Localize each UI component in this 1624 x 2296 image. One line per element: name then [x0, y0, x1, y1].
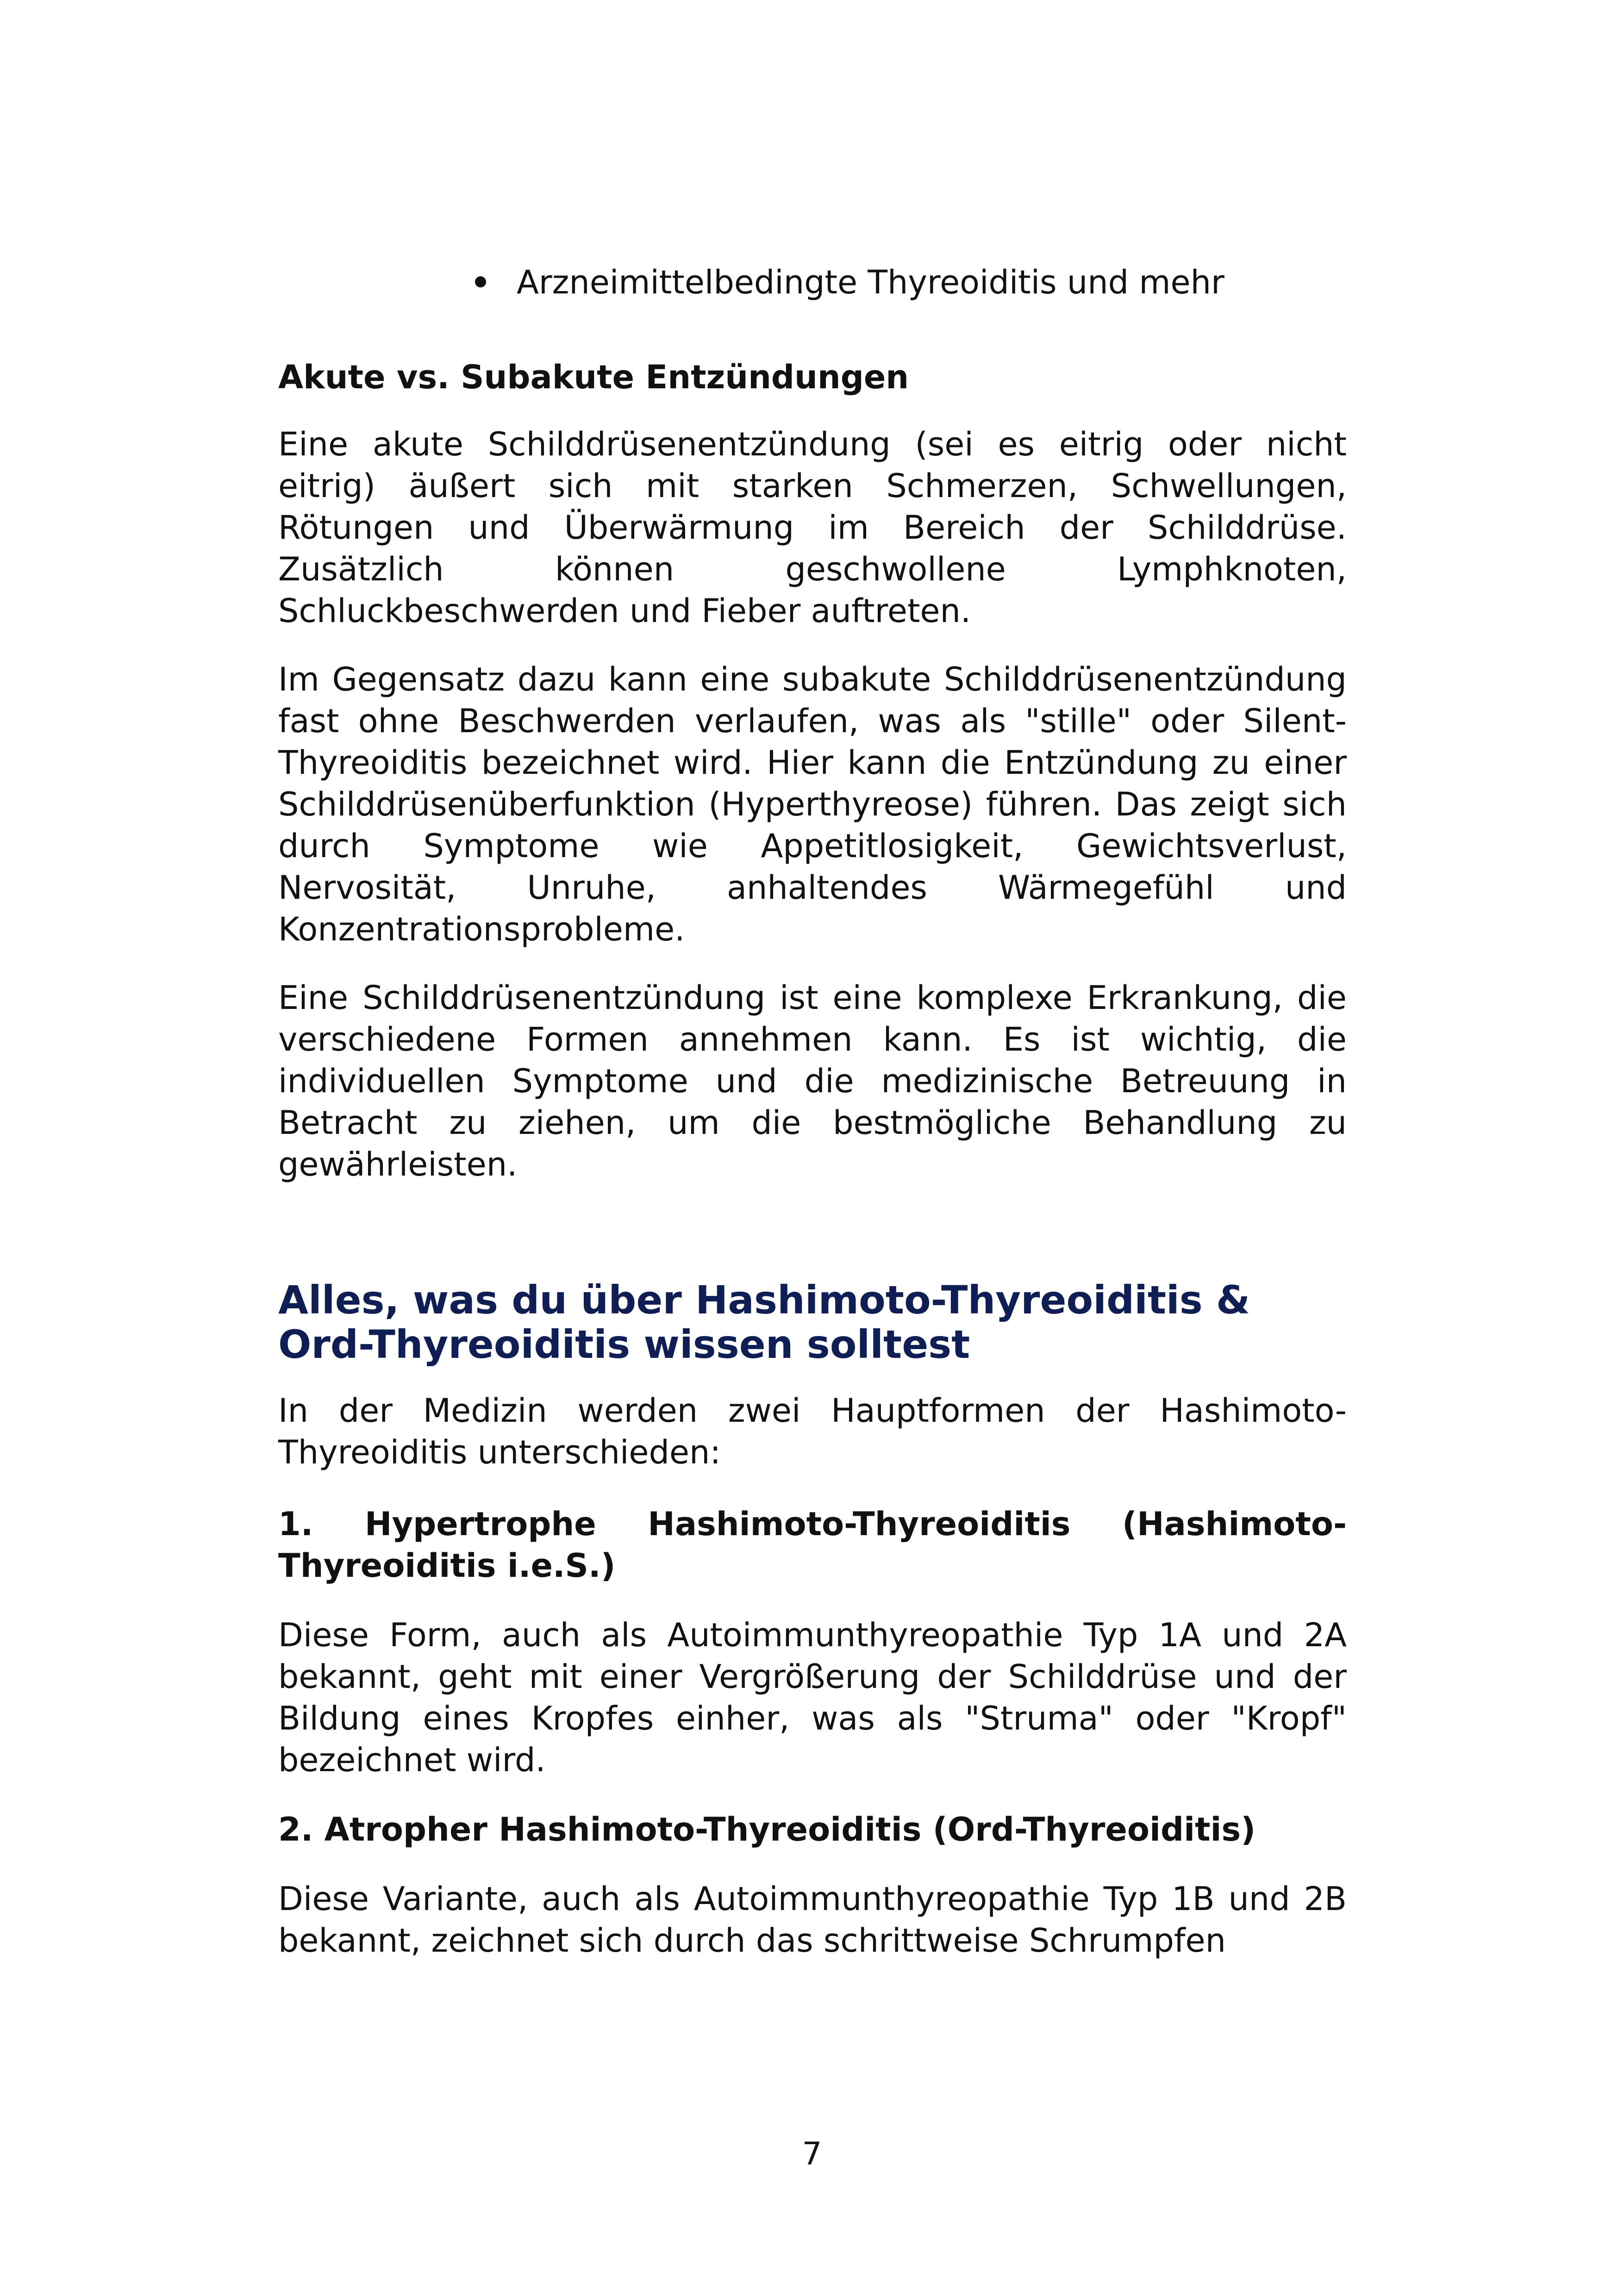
bullet-list [278, 261, 1347, 303]
page-content [278, 261, 1347, 1961]
paragraph-acute-2: Im Gegensatz dazu kann eine subakute Schilddrüsenentzündung fast ohne Beschwerden verlaufen, was als "stille" oder Silent-Thyreoiditis bezeichnet wird. Hier kann die Entzündung zu einer Schilddrüsenüberfunktion (Hyperthyreose) führen. Das zeigt sich durch Symptome wie Appetitlosigkeit, Gewichtsverlust, Nervosität, Unruhe, anhaltendes Wärmegefühl und Konzentrationsprobleme. [278, 660, 1347, 948]
section-title: Alles, was du über Hashimoto-Thyreoiditis & Ord-Thyreoiditis wissen solltest [278, 1277, 1250, 1367]
form2-heading: 2. Atropher Hashimoto-Thyreoiditis (Ord-Thyreoiditis) [278, 1811, 1256, 1848]
bullet-item [475, 261, 1347, 303]
form1-heading: 1. Hypertrophe Hashimoto-Thyreoiditis (Hashimoto-Thyreoiditis i.e.S.) [278, 1505, 1347, 1585]
bullet-text: Arzneimittelbedingte Thyreoiditis und mehr [517, 263, 1224, 301]
subheading-acute: Akute vs. Subakute Entzündungen [278, 358, 909, 396]
paragraph-acute-3: Eine Schilddrüsenentzündung ist eine komplexe Erkrankung, die verschiedene Formen annehmen kann. Es ist wichtig, die individuellen Symptome und die medizinische Betreuung in Betracht zu ziehen, um die bestmögliche Behandlung zu gewährleisten. [278, 979, 1347, 1183]
form2-text: Diese Variante, auch als Autoimmunthyreopathie Typ 1B und 2B bekannt, zeichnet sich durch das schrittweise Schrumpfen [278, 1880, 1347, 1960]
page-number: 7 [802, 2136, 822, 2172]
bullet-icon [475, 276, 486, 287]
paragraph-acute-1: Eine akute Schilddrüsenentzündung (sei es eitrig oder nicht eitrig) äußert sich mit starken Schmerzen, Schwellungen, Rötungen und Überwärmung im Bereich der Schilddrüse. Zusätzlich können geschwollene Lymphknoten, Schluckbeschwerden und Fieber auftreten. [278, 425, 1347, 630]
section-intro: In der Medizin werden zwei Hauptformen der Hashimoto-Thyreoiditis unterschieden: [278, 1392, 1347, 1471]
form1-text: Diese Form, auch als Autoimmunthyreopathie Typ 1A und 2A bekannt, geht mit einer Vergrößerung der Schilddrüse und der Bildung eines Kropfes einher, was als "Struma" oder "Kropf" bezeichnet wird. [278, 1616, 1347, 1779]
